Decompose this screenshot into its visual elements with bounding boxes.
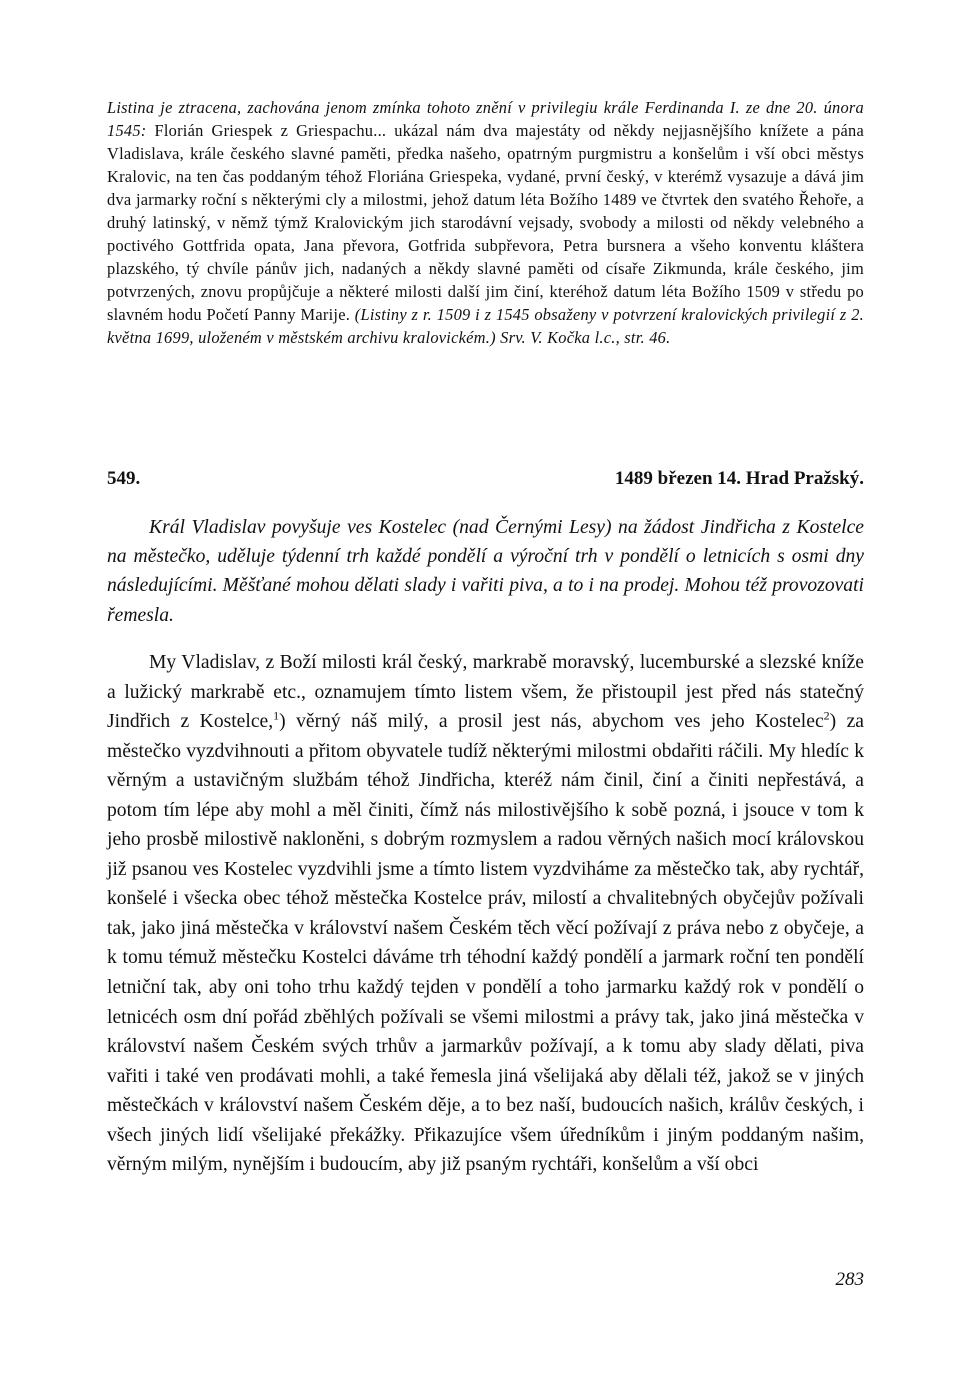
- document-regest: Král Vladislav povyšuje ves Kostelec (nad Černými Lesy) na žádost Jindřicha z Kostelce na městečko, uděluje týdenní trh každé pondělí a výroční trh v pondělí o letnicích s osmi dny následujícími. Měšťané mohou dělati slady i vařiti piva, a to i na prodej. Mohou též provozovati řemesla.: [107, 517, 864, 626]
- footnote-marker-1: 1: [273, 708, 280, 723]
- page-number: 283: [835, 1269, 864, 1290]
- body-text-part-1: My Vladislav, z Boží milosti král český, markrabě moravský, lucemburské a slezské kníže a lužický markrabě etc., oznamujem tímto listem všem, že přistoupil jest před nás statečný Jindřich z Kostelce,: [107, 652, 864, 733]
- document-date-place: 1489 březen 14. Hrad Pražský.: [614, 468, 864, 489]
- body-text-part-2: ) věrný náš milý, a prosil jest nás, abychom ves jeho Kostelec: [279, 711, 824, 733]
- footnote-marker-2: 2: [823, 708, 830, 723]
- intro-italic-source: (Listiny z r. 1509 i z 1545 obsaženy v potvrzení kralovických privilegií z 2. května 1699, uloženém v městském archivu kralovickém.) Srv. V. Kočka l.c., str. 46.: [107, 305, 865, 347]
- document-body: [107, 648, 864, 1180]
- body-text-part-3: ) za městečko vyzdvihnouti a přitom obyvatele tudíž některými milostmi obdařiti ráčili. My hledíc k věrným a ustavičným službám téhož Jindřicha, kteréž nám činil, činí a činiti nepřestává, a potom tím lépe aby mohl a měl činiti, čímž nás milostivějšího k sobě pozná, i jsouce v tom k jeho prosbě milostivě nakloněni, s dobrým rozmyslem a radou věrných našich mocí královskou již psanou ves Kostelec vyzdvihli jsme a tímto listem vyzdviháme za městečko tak, aby rychtář, konšelé i všecka obec téhož městečka Kostelce práv, milostí a chvalitebných obyčejův požívali tak, jako jiná městečka v království našem Českém těch věcí požívají z práva nebo z obyčeje, a k tomu témuž městečku Kostelci dáváme trh téhodní každý pondělí a jarmark roční ten pondělí letniční tak, aby oni toho trhu každý tejden v pondělí a toho jarmarku každý rok v pondělí o letnicéch osm dní pořád zběhlých požívali se všemi milostmi a právy tak, jako jiná městečka v království našem Českém svých trhův a jarmarkův požívají, a k tomu aby slady dělati, piva vařiti i také ven prodávati mohli, a také řemesla jiná všelijaká aby dělali též, jakož se v jiných městečkách v království našem Českém děje, a to bez naší, budoucích našich, králův českých, i všech jiných lidí všelijaké překážky. Přikazujíce všem úředníkům i jiným poddaným našim, věrným milým, nynějším i budoucím, aby již psaným rychtáři, konšelům a vší obci: [107, 711, 864, 1176]
- intro-italic-lead: Listina je ztracena, zachována jenom zmínka tohoto znění v privilegiu krále Ferdinanda I. ze dne 20. února 1545:: [107, 98, 864, 140]
- intro-quoted-text: Florián Griespek z Griespachu... ukázal nám dva majestáty od někdy nejjasnějšího knížete a pána Vladislava, krále českého slavné paměti, předka našeho, opatrným purgmistru a konšelům i vší obci městys Kralovic, na ten čas poddaným téhož Floriána Griespeka, vydané, první český, v kterémž vysazuje a dává jim dva jarmarky roční s některými cly a milostmi, jehož datum léta Božího 1489 ve čtvrtek den svatého Řehoře, a druhý latinský, v němž týmž Kralovickým jich starodávní vejsady, svobody a milosti od někdy velebného a poctivého Gottfrida opata, Jana převora, Gotfrida subpřevora, Petra bursnera a všeho konventu kláštera plazského, tý chvíle pánův jich, nadaných a někdy slavné paměti od císaře Zikmunda, krále českého, jim potvrzených, znovu propůjčuje a některé milosti další jim činí, kteréhož datum léta Božího 1509 v středu po slavném hodu Početí Panny Marije.: [107, 121, 864, 324]
- document-number: 549.: [107, 468, 141, 489]
- introductory-note: [107, 96, 864, 349]
